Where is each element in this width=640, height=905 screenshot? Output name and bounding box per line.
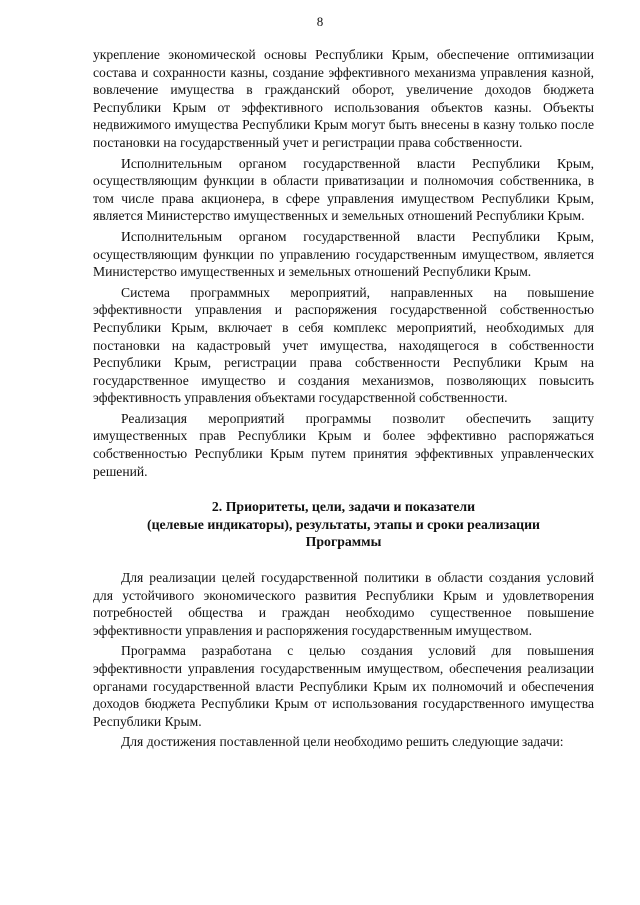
- paragraph-treasury-strengthening: укрепление экономической основы Республики Крым, обеспечение оптимизации состава и сохранности казны, создание эффективного механизма управления казной, вовлечение имущества в гражданский оборот, увеличение доходов бюджета Республики Крым от эффективного использования объектов казны. Объекты недвижимого имущества Республики Крым могут быть внесены в казну только после постановки на государственный учет и регистрации права собственности.: [93, 47, 594, 150]
- paragraph-policy-goals: Для реализации целей государственной политики в области создания условий для устойчивого экономического развития Республики Крым и удовлетворения потребностей общества и граждан необходимо существенное повышение эффективности управления и распоряжения государственным имуществом.: [93, 570, 594, 638]
- paragraph-program-purpose: Программа разработана с целью создания условий для повышения эффективности управления государственным имуществом, обеспечения реализации органами государственной власти Республики Крым их полномочий и обеспечения доходов бюджета Республики Крым от использования государственного имущества Республики Крым.: [93, 643, 594, 729]
- page-number: 8: [316, 14, 324, 29]
- section-heading-line-2: (целевые индикаторы), результаты, этапы и сроки реализации: [147, 516, 540, 532]
- section-heading: [93, 498, 594, 551]
- section-heading-line-1: 2. Приоритеты, цели, задачи и показатели: [211, 499, 476, 515]
- section-heading-line-3: Программы: [305, 534, 382, 550]
- paragraph-property-management-authority: Исполнительным органом государственной власти Республики Крым, осуществляющим функции по управлению государственным имуществом, является Министерство имущественных и земельных отношений Республики Крым.: [93, 228, 594, 280]
- paragraph-program-measures-system: Система программных мероприятий, направленных на повышение эффективности управления и распоряжения государственной собственностью Республики Крым, включает в себя комплекс мероприятий, необходимых для постановки на кадастровый учет имущества, находящегося в собственности Республики Крым, регистрации права собственности Республики Крым на государственное имущество и создания механизмов, позволяющих повысить эффективность управления объектами государственной собственности.: [93, 284, 594, 406]
- paragraph-program-implementation: Реализация мероприятий программы позволит обеспечить защиту имущественных прав Республики Крым и более эффективно распоряжаться собственностью Республики Крым путем принятия эффективных управленческих решений.: [93, 410, 594, 479]
- paragraph-tasks-intro: Для достижения поставленной цели необходимо решить следующие задачи:: [121, 734, 564, 750]
- paragraph-privatization-authority: Исполнительным органом государственной власти Республики Крым, осуществляющим функции в области приватизации и полномочия собственника, в том числе права акционера, в сфере управления имуществом Республики Крым, является Министерство имущественных и земельных отношений Республики Крым.: [93, 155, 594, 224]
- document-body: [93, 46, 594, 754]
